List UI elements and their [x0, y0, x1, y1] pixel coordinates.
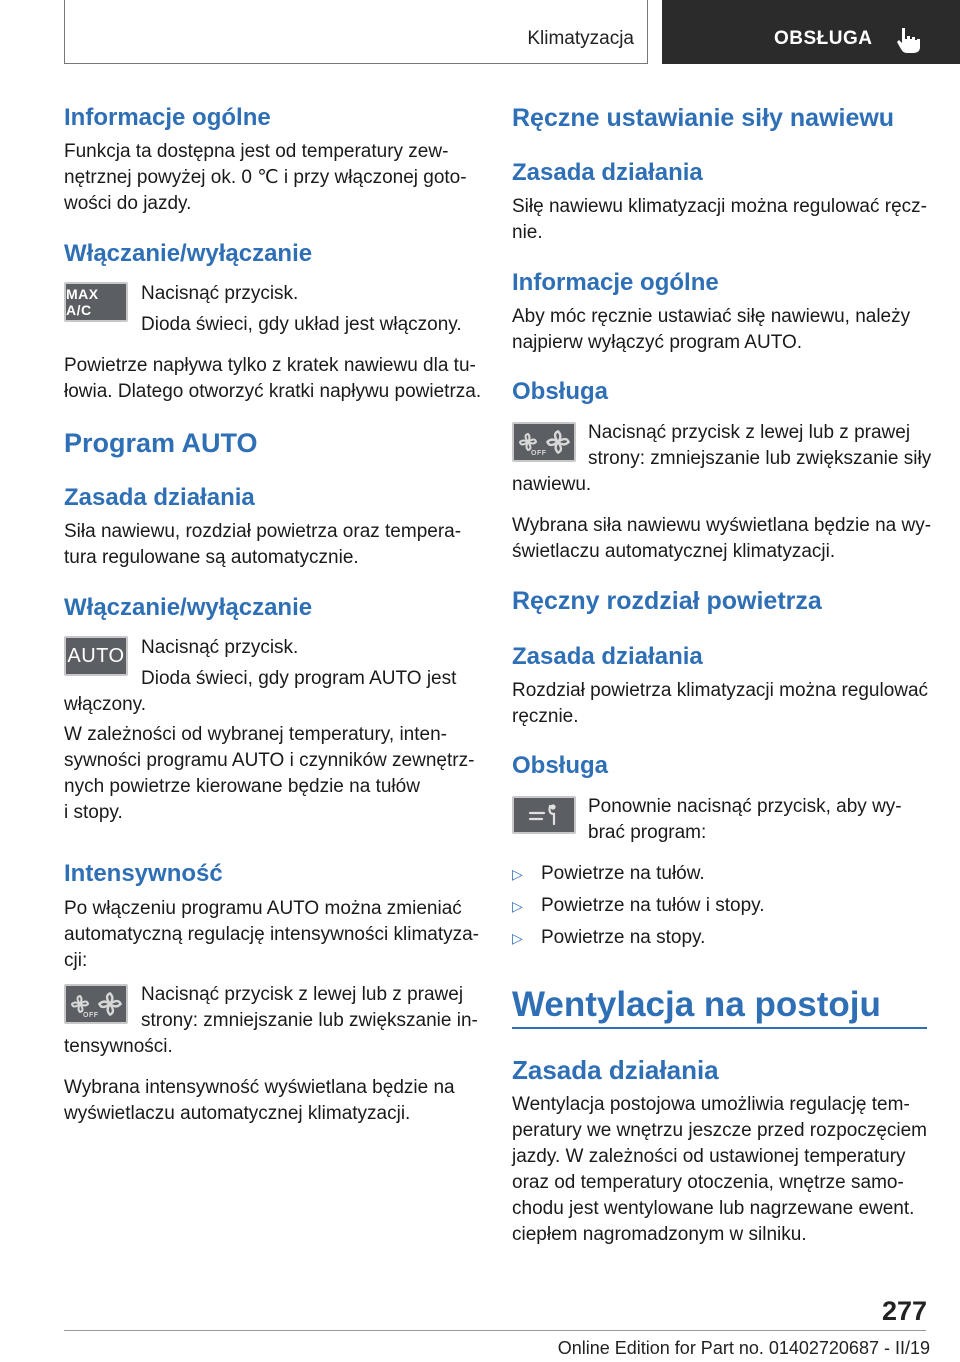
heading-manual-fan: Ręczne ustawianie siły nawiewu: [512, 104, 895, 132]
header-tab-label: OBSŁUGA: [774, 28, 873, 49]
heading-on-off: Włączanie/wyłączanie: [64, 594, 313, 621]
text-line: brać program:: [588, 822, 707, 843]
text-line: oraz od temperatury otoczenia, wnętrze samo-: [512, 1172, 904, 1193]
auto-button: [64, 636, 128, 676]
text-line: najpierw wyłączyć program AUTO.: [512, 332, 803, 353]
fan-speed-button: [512, 422, 576, 462]
hand-pointer-icon: [893, 25, 923, 55]
text-line: peratury we wnętrzu jeszcze przed rozpoczęciem: [512, 1120, 928, 1141]
heading-principle: Zasada działania: [512, 1055, 719, 1085]
heading-rule: [512, 1027, 927, 1029]
heading-general-info: Informacje ogólne: [512, 269, 719, 296]
bullet-triangle-icon: ▷: [512, 898, 523, 914]
heading-operation: Obsługa: [512, 378, 609, 405]
text-line: wości do jazdy.: [64, 193, 192, 214]
fan-off-label: OFF: [531, 450, 547, 457]
text-line: Wybrana intensywność wyświetlana będzie na: [64, 1077, 455, 1098]
text-line: jazdy. W zależności od ustawionej temperatury: [512, 1146, 906, 1167]
text-line: nawiewu.: [512, 474, 592, 495]
text-line: i stopy.: [64, 802, 123, 823]
text-line: ciepłem nagromadzonym w silniku.: [512, 1224, 807, 1245]
heading-parking-ventilation: Wentylacja na postoju: [512, 985, 881, 1024]
fan-large-icon: [97, 991, 123, 1017]
air-distribution-button: [512, 796, 576, 834]
max-ac-button-label: MAX A/C: [66, 286, 99, 318]
heading-principle: Zasada działania: [64, 484, 255, 511]
air-distribution-icon: [524, 802, 564, 828]
text-line: chodu jest wentylowane lub nagrzewane ewent.: [512, 1198, 915, 1219]
heading-principle: Zasada działania: [512, 159, 703, 186]
page-number: 277: [881, 1296, 927, 1326]
fan-large-icon: [545, 429, 571, 455]
heading-intensity: Intensywność: [64, 860, 223, 887]
text-line: sywności programu AUTO i czynników zewnętrz-: [64, 750, 475, 771]
text-line: automatyczną regulację intensywności klimatyza-: [64, 924, 480, 945]
heading-on-off: Włączanie/wyłączanie: [64, 240, 313, 267]
text-line: łowia. Dlatego otworzyć kratki napływu powietrza.: [64, 381, 482, 402]
heading-general-info: Informacje ogólne: [64, 104, 271, 131]
text-line: wyświetlaczu automatycznej klimatyzacji.: [64, 1103, 411, 1124]
list-item: Powietrze na tułów i stopy.: [541, 895, 765, 916]
text-line: Ponownie nacisnąć przycisk, aby wy-: [588, 796, 902, 817]
text-line: Siłę nawiewu klimatyzacji można regulować ręcz-: [512, 196, 927, 217]
text-line: Nacisnąć przycisk.: [141, 637, 299, 658]
text-line: Funkcja ta dostępna jest od temperatury zew-: [64, 141, 449, 162]
text-line: tensywności.: [64, 1036, 173, 1057]
text-line: Wybrana siła nawiewu wyświetlana będzie na wy-: [512, 515, 932, 536]
footer-edition: Online Edition for Part no. 01402720687 - II/19: [557, 1338, 930, 1358]
fan-off-label: OFF: [83, 1012, 99, 1019]
heading-operation: Obsługa: [512, 752, 609, 779]
text-line: Wentylacja postojowa umożliwia regulację tem-: [512, 1094, 910, 1115]
text-line: Nacisnąć przycisk z lewej lub z prawej: [141, 984, 464, 1005]
text-line: Rozdział powietrza klimatyzacji można regulować: [512, 680, 929, 701]
text-line: Aby móc ręcznie ustawiać siłę nawiewu, należy: [512, 306, 911, 327]
max-ac-button: [64, 282, 128, 322]
text-line: Dioda świeci, gdy układ jest włączony.: [141, 314, 462, 335]
text-line: nych powietrze kierowane będzie na tułów: [64, 776, 420, 797]
text-line: Po włączeniu programu AUTO można zmieniać: [64, 898, 462, 919]
text-line: tura regulowane są automatycznie.: [64, 547, 359, 568]
list-item: Powietrze na tułów.: [541, 863, 705, 884]
heading-principle: Zasada działania: [512, 643, 703, 670]
text-line: włączony.: [64, 694, 147, 715]
bullet-triangle-icon: ▷: [512, 866, 523, 882]
heading-program-auto: Program AUTO: [64, 428, 258, 458]
text-line: cji:: [64, 950, 88, 971]
heading-air-distribution: Ręczny rozdział powietrza: [512, 587, 822, 615]
text-line: świetlaczu automatycznej klimatyzacji.: [512, 541, 836, 562]
text-line: ręcznie.: [512, 706, 579, 727]
auto-button-label: AUTO: [67, 644, 125, 667]
fan-intensity-button: [64, 984, 128, 1024]
text-line: Powietrze napływa tylko z kratek nawiewu dla tu-: [64, 355, 476, 376]
footer-rule: [64, 1330, 926, 1331]
bullet-triangle-icon: ▷: [512, 930, 523, 946]
text-line: Dioda świeci, gdy program AUTO jest: [141, 668, 457, 689]
list-item: Powietrze na stopy.: [541, 927, 706, 948]
text-line: nętrznej powyżej ok. 0 ℃ i przy włączonej goto-: [64, 167, 467, 188]
text-line: W zależności od wybranej temperatury, inten-: [64, 724, 447, 745]
text-line: nie.: [512, 222, 543, 243]
header-section-title: Klimatyzacja: [527, 28, 634, 49]
text-line: Nacisnąć przycisk z lewej lub z prawej: [588, 422, 911, 443]
text-line: Siła nawiewu, rozdział powietrza oraz tempera-: [64, 521, 462, 542]
text-line: strony: zmniejszanie lub zwiększanie in-: [141, 1010, 478, 1031]
text-line: strony: zmniejszanie lub zwiększanie siły: [588, 448, 932, 469]
text-line: Nacisnąć przycisk.: [141, 283, 299, 304]
